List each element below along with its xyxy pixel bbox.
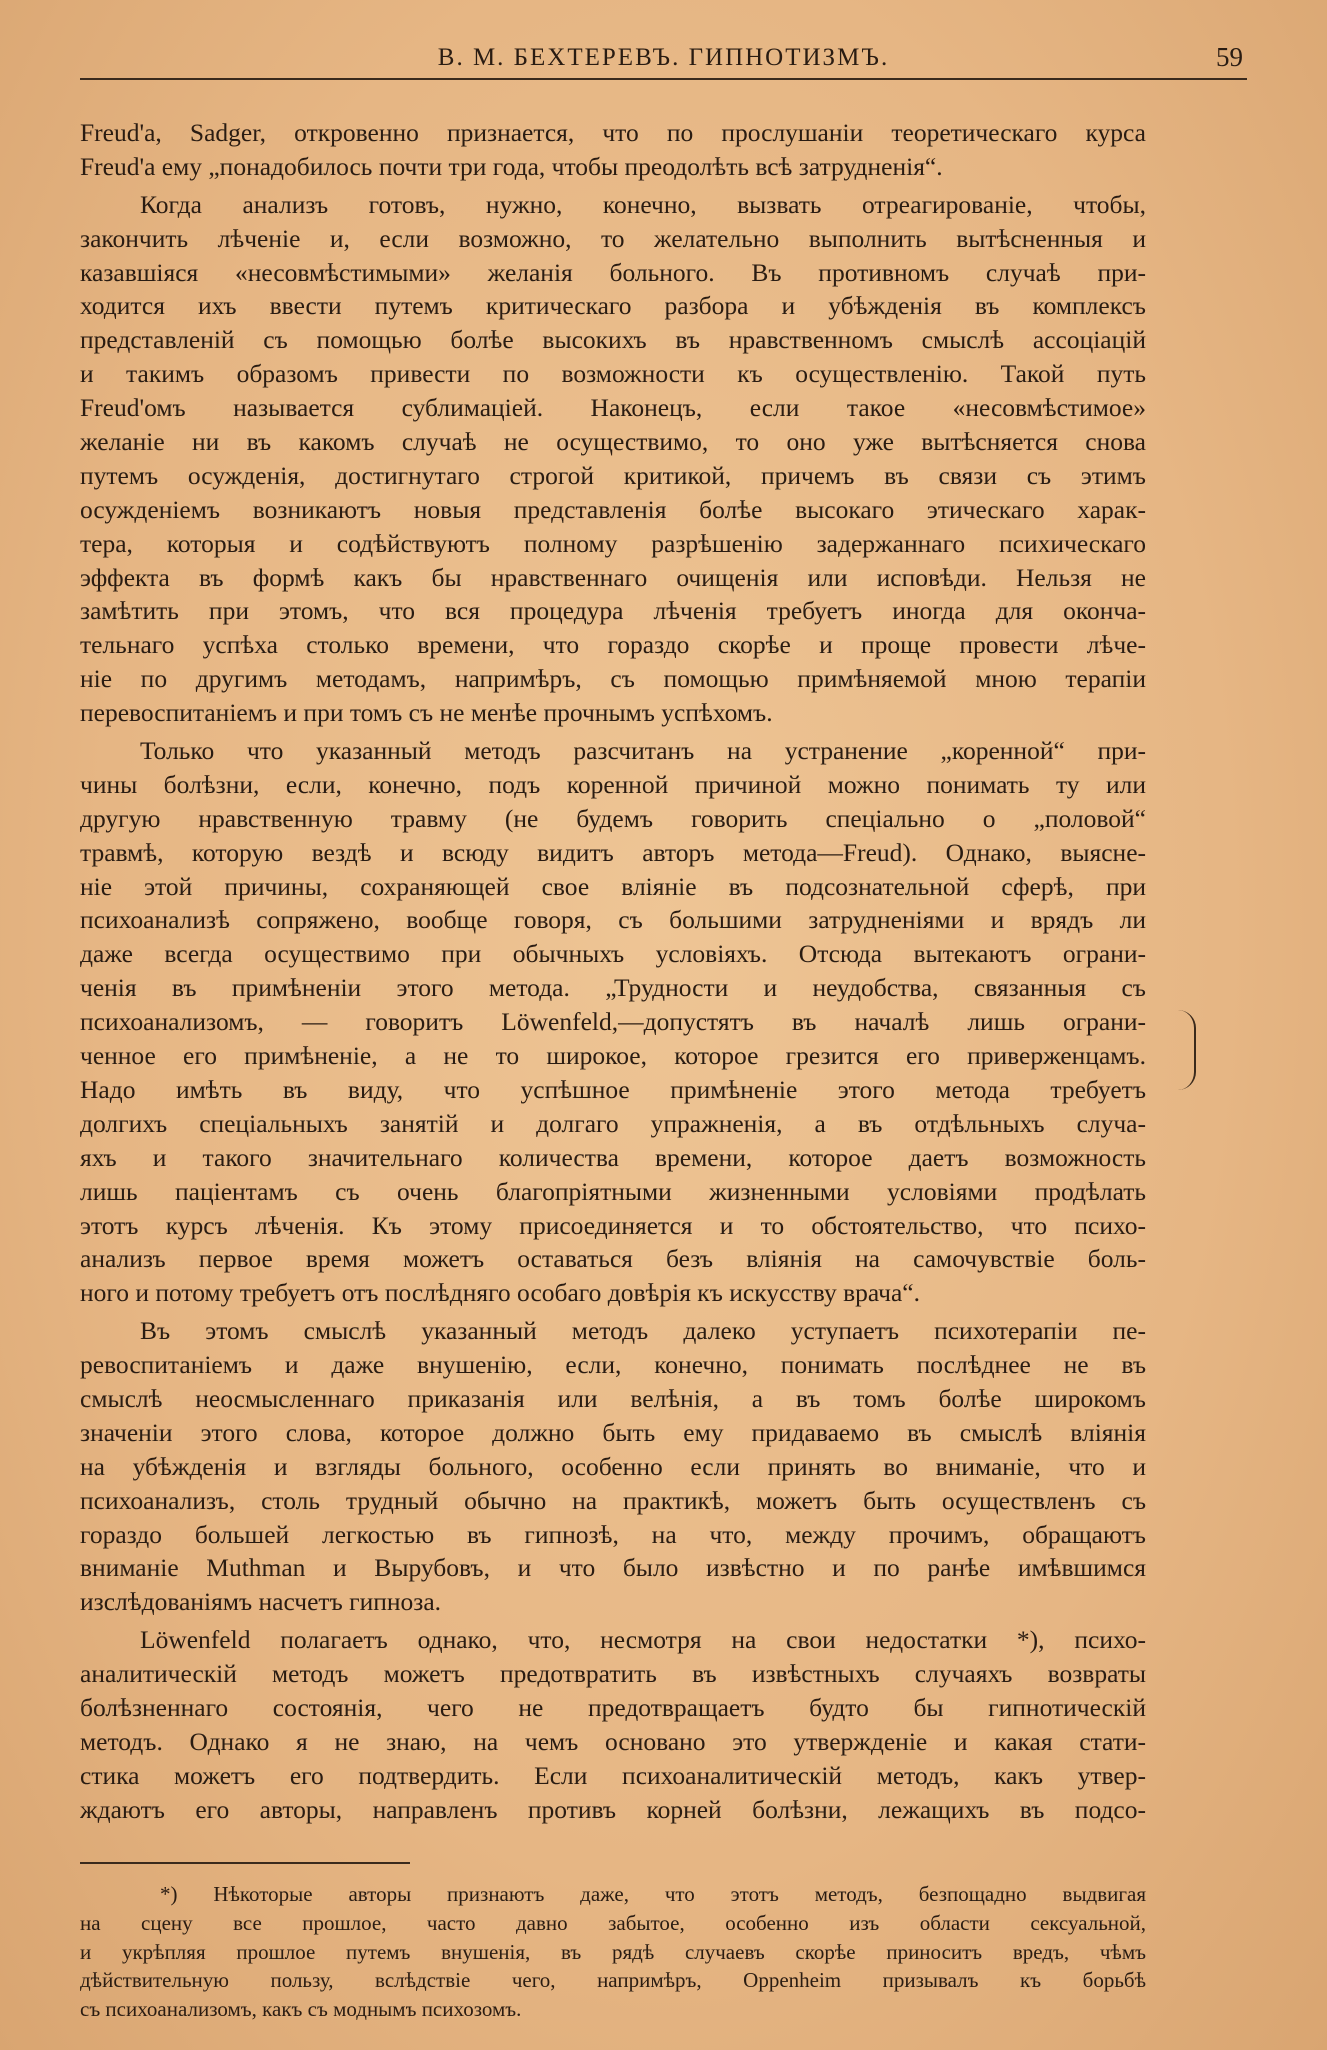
text-line: нiе по другимъ методамъ, напримѣръ, съ помощью примѣняемой мною терапiи	[80, 664, 1146, 694]
text-line: стика можетъ его подтвердить. Если психоаналитическiй методъ, какъ утвер-	[80, 1760, 1146, 1790]
footnote-line: и укрѣпляя прошлое путемъ внушенiя, въ рядѣ случаевъ скорѣе приноситъ вредъ, чѣмъ	[80, 1939, 1146, 1964]
text-line: психоанализѣ сопряжено, вообще говоря, съ большими затрудненiями и врядъ ли	[80, 905, 1146, 935]
text-line: психоанализъ, столь трудный обычно на практикѣ, можетъ быть осуществленъ съ	[80, 1485, 1146, 1515]
footnote-line: на сцену все прошлое, часто давно забытое, особенно изъ области сексуальной,	[80, 1910, 1146, 1935]
margin-pencil-mark	[1178, 1010, 1196, 1090]
text-line: чины болѣзни, если, конечно, подъ коренной причиной можно понимать ту или	[80, 769, 1146, 799]
text-line: изслѣдованiямъ насчетъ гипноза.	[80, 1587, 442, 1617]
text-line: нiе этой причины, сохраняющей свое влiянiе въ подсознательной сферѣ, при	[80, 871, 1146, 901]
text-line: на убѣжденiя и взгляды больного, особенно если принять во вниманiе, что и	[80, 1451, 1146, 1481]
text-line: путемъ осужденiя, достигнутаго строгой критикой, причемъ въ связи съ этимъ	[80, 460, 1146, 490]
text-line: Freud'а ему „понадобилось почти три года, чтобы преодолѣть всѣ затрудненiя“.	[80, 151, 943, 181]
text-line: другую нравственную травму (не будемъ говорить спецiально о „половой“	[80, 803, 1146, 833]
text-line: ревоспитанiемъ и даже внушенiю, если, конечно, понимать послѣднее не въ	[80, 1350, 1146, 1380]
text-line: ждаютъ его авторы, направленъ противъ корней болѣзни, лежащихъ въ подсо-	[80, 1794, 1146, 1824]
text-line: аналитическiй методъ можетъ предотвратить въ извѣстныхъ случаяхъ возвраты	[80, 1659, 1146, 1689]
text-line: смыслѣ неосмысленнаго приказанiя или велѣнiя, а въ томъ болѣе широкомъ	[80, 1383, 1146, 1413]
paragraph	[80, 188, 1146, 730]
paragraph	[80, 1314, 1146, 1619]
footnote-line: дѣйствительную пользу, вслѣдствiе чего, напримѣръ, Oppenheim призывалъ къ борьбѣ	[80, 1968, 1146, 1993]
text-line: Когда анализъ готовъ, нужно, конечно, вызвать отреагированiе, чтобы,	[140, 189, 1146, 219]
text-line: осужденiемъ возникаютъ новыя представленiя болѣе высокаго этическаго харак-	[80, 494, 1146, 524]
text-line: представленiй съ помощью болѣе высокихъ въ нравственномъ смыслѣ ассоцiацiй	[80, 325, 1146, 355]
text-line: ного и потому требуетъ отъ послѣдняго особаго довѣрiя къ искусству врача“.	[80, 1278, 920, 1308]
text-line: ченное его примѣненiе, а не то широкое, которое грезится его приверженцамъ.	[80, 1041, 1146, 1071]
text-line: методъ. Однако я не знаю, на чемъ основано это утвержденiе и какая стати-	[80, 1726, 1146, 1756]
text-line: травмѣ, которую вездѣ и всюду видитъ авторъ метода—Freud). Однако, выясне-	[80, 837, 1146, 867]
text-line: Löwenfeld полагаетъ однако, что, несмотря на свои недостатки *), психо-	[140, 1625, 1146, 1655]
text-line: перевоспитанiемъ и при томъ съ не менѣе прочнымъ успѣхомъ.	[80, 698, 773, 728]
text-line: яхъ и такого значительнаго количества времени, которое даетъ возможность	[80, 1142, 1146, 1172]
text-line: тельнаго успѣха столько времени, что гораздо скорѣе и проще провести лѣче-	[80, 630, 1146, 660]
footnote-line: съ психоанализомъ, какъ съ моднымъ психозомъ.	[80, 1997, 522, 2022]
text-line: анализъ первое время можетъ оставаться безъ влiянiя на самочувствiе боль-	[80, 1244, 1146, 1274]
paragraph	[80, 116, 1146, 184]
footnote-line: *) Нѣкоторые авторы признаютъ даже, что этотъ методъ, безпощадно выдвигая	[160, 1882, 1146, 1906]
running-header-title: В. М. БЕХТЕРЕВЪ. ГИПНОТИЗМЪ.	[437, 44, 890, 71]
running-header	[80, 38, 1247, 80]
body-text	[80, 116, 1146, 1827]
text-line: этотъ курсъ лѣченiя. Къ этому присоединяется и то обстоятельство, что психо-	[80, 1210, 1146, 1240]
footnote	[80, 1880, 1146, 2024]
paragraph	[80, 1623, 1146, 1826]
text-line: лишь пацiентамъ съ очень благопрiятными жизненными условiями продѣлать	[80, 1176, 1146, 1206]
text-line: ченiя въ примѣненiи этого метода. „Трудности и неудобства, связанныя съ	[80, 973, 1146, 1003]
text-line: вниманiе Muthman и Вырубовъ, и что было извѣстно и по ранѣе имѣвшимся	[80, 1553, 1146, 1583]
text-line: Только что указанный методъ разсчитанъ на устранение „коренной“ при-	[140, 736, 1146, 766]
footnote-rule	[80, 1862, 410, 1864]
text-line: значенiи этого слова, которое должно быть ему придаваемо въ смыслѣ влiянiя	[80, 1417, 1146, 1447]
text-line: эффекта въ формѣ какъ бы нравственнаго очищенiя или исповѣди. Нельзя не	[80, 562, 1146, 592]
paragraph	[80, 734, 1146, 1310]
text-line: психоанализомъ, — говоритъ Löwenfeld,—допустятъ въ началѣ лишь ограни-	[80, 1007, 1146, 1037]
text-line: долгихъ спецiальныхъ занятiй и долгаго упражненiя, а въ отдѣльныхъ случа-	[80, 1108, 1146, 1138]
text-line: казавшiяся «несовмѣстимыми» желанiя больного. Въ противномъ случаѣ при-	[80, 257, 1146, 287]
text-line: ходится ихъ ввести путемъ критическаго разбора и убѣжденiя въ комплексъ	[80, 291, 1146, 321]
text-line: тера, которыя и содѣйствуютъ полному разрѣшенiю задержаннаго психическаго	[80, 528, 1146, 558]
text-line: Надо имѣть въ виду, что успѣшное примѣненiе этого метода требуетъ	[80, 1074, 1146, 1104]
text-line: и такимъ образомъ привести по возможности къ осуществленiю. Такой путь	[80, 359, 1146, 389]
page-number: 59	[1216, 42, 1243, 72]
text-line: Freud'омъ называется сублимацiей. Наконецъ, если такое «несовмѣстимое»	[80, 393, 1146, 423]
text-line: гораздо большей легкостью въ гипнозѣ, на что, между прочимъ, обращаютъ	[80, 1519, 1146, 1549]
text-line: замѣтить при этомъ, что вся процедура лѣченiя требуетъ иногда для оконча-	[80, 596, 1146, 626]
text-line: болѣзненнаго состоянiя, чего не предотвращаетъ будто бы гипнотическiй	[80, 1692, 1146, 1722]
text-line: даже всегда осуществимо при обычныхъ условiяхъ. Отсюда вытекаютъ ограни-	[80, 939, 1146, 969]
text-line: Freud'а, Sadger, откровенно признается, что по прослушанiи теоретическаго курса	[80, 118, 1146, 147]
text-line: желанiе ни въ какомъ случаѣ не осуществимо, то оно уже вытѣсняется снова	[80, 427, 1146, 457]
text-line: закончить лѣченiе и, если возможно, то желательно выполнить вытѣсненныя и	[80, 223, 1146, 253]
text-line: Въ этомъ смыслѣ указанный методъ далеко уступаетъ психотерапiи пе-	[140, 1316, 1146, 1346]
